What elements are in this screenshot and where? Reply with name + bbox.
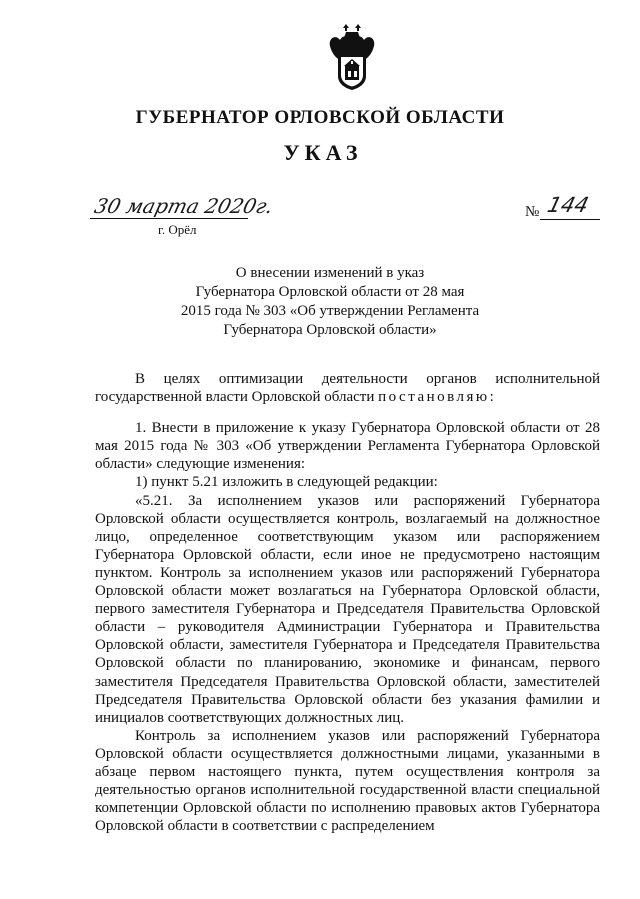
clause-5-21-paragraph: «5.21. За исполнением указов или распоряжений Губернатора Орловской области осуществляется контроль, возлагаемый на должностное лицо, определенное соответствующим указом или распоряжением Губернатора Орловской области, если иное не предусмотрено настоящим пунктом. Контроль за исполнением указов или распоряжений Губернатора Орловской области может возлагаться на Губернатора Орловской области, первого заместителя Губернатора и Председателя Правительства Орловской области – руководителя Администрации Губернатора и Правительства Орловской области, заместителя Губернатора и Председателя Правительства Орловской области по планированию, экономике и финансам, первого заместителя Председателя Правительства Орловской области, заместителей Председателя Правительства Орловской области без указания фамилии и инициалов соответствующих должностных лиц.: [95, 492, 600, 726]
decree-word: постановляю:: [378, 389, 497, 406]
handwritten-date: 30 марта 2020г.: [92, 194, 276, 218]
subject-line: О внесении изменений в указ: [235, 265, 425, 281]
document-body: [95, 370, 600, 835]
subject-line: 2015 года № 303 «Об утверждении Регламента: [180, 303, 480, 319]
number-underline: [540, 219, 600, 220]
coat-of-arms-emblem: [326, 24, 378, 90]
subitem-1-paragraph: 1) пункт 5.21 изложить в следующей редакции:: [135, 474, 438, 491]
number-label: №: [525, 204, 540, 220]
document-subject: [140, 264, 520, 340]
document-type: УКАЗ: [283, 140, 363, 165]
preamble-paragraph: [95, 370, 600, 406]
preamble-text: В целях оптимизации деятельности органов исполнительной государственной власти Орловской области: [95, 371, 600, 406]
control-paragraph: Контроль за исполнением указов или распоряжений Губернатора Орловской области осуществляется должностными лицами, указанными в абзаце первом настоящего пункта, путем осуществления контроля за деятельностью органов исполнительной государственной власти специальной компетенции Орловской области по исполнению правовых актов Губернатора Орловской области в соответствии с распределением: [95, 727, 600, 835]
item-1-paragraph: 1. Внести в приложение к указу Губернатора Орловской области от 28 мая 2015 года № 303 «Об утверждении Регламента Губернатора Орловской области» следующие изменения:: [95, 420, 600, 473]
subject-line: Губернатора Орловской области»: [223, 322, 437, 338]
city-label: г. Орёл: [158, 222, 197, 237]
date-underline: [90, 218, 248, 219]
handwritten-number: 144: [545, 193, 592, 217]
authority-title: ГУБЕРНАТОР ОРЛОВСКОЙ ОБЛАСТИ: [135, 107, 505, 128]
subject-line: Губернатора Орловской области от 28 мая: [195, 284, 465, 300]
